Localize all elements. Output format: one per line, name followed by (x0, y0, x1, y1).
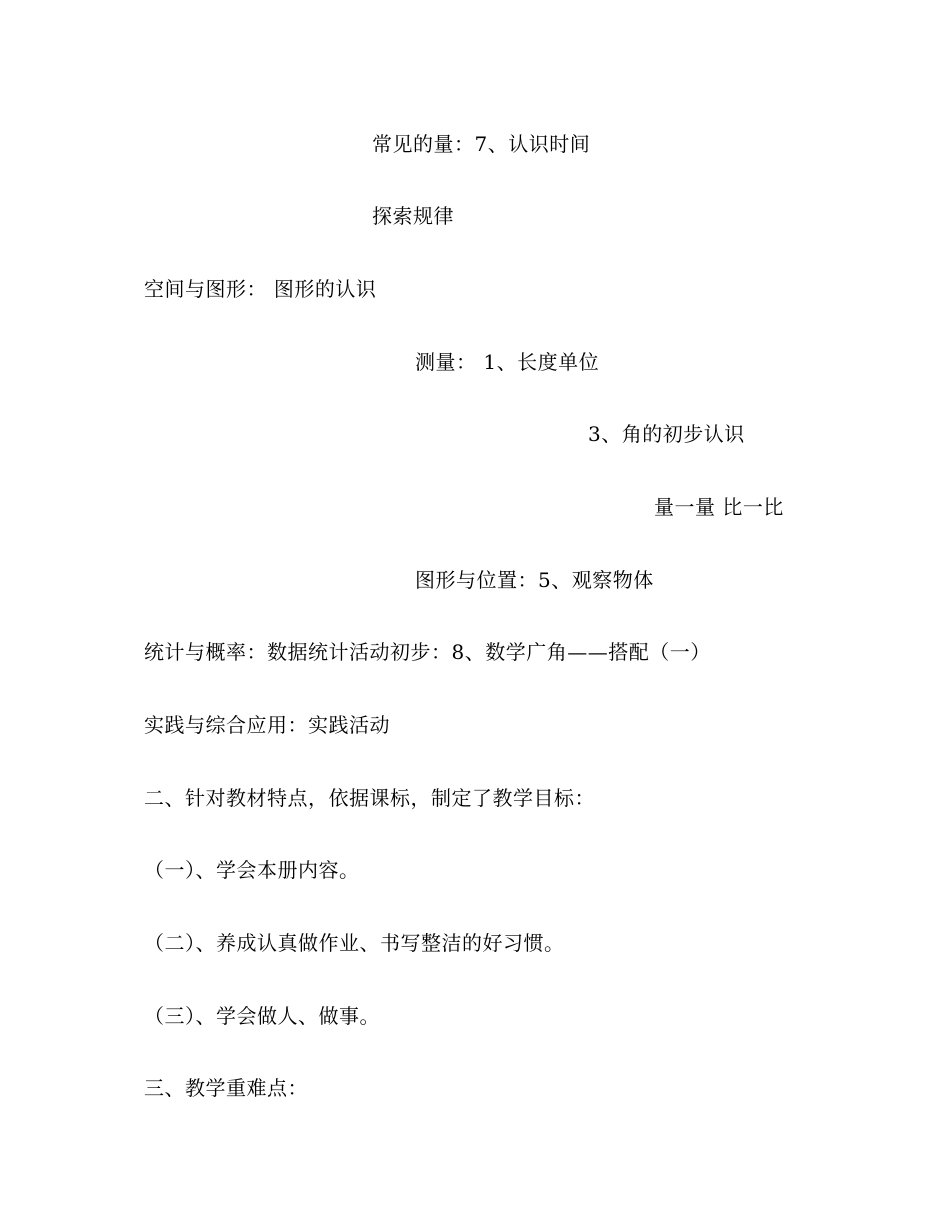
text-line-goal-one: （一）、学会本册内容。 (144, 858, 360, 882)
text-line-measurement: 测量： 1、长度单位 (415, 350, 600, 374)
text-line-shape-position: 图形与位置：5、观察物体 (415, 568, 654, 592)
text-line-practice: 实践与综合应用：实践活动 (144, 713, 390, 737)
text-line-statistics: 统计与概率：数据统计活动初步：8、数学广角——搭配（一） (144, 640, 711, 664)
text-line-space-and-shapes: 空间与图形： 图形的认识 (144, 277, 377, 301)
text-line-goal-two: （二）、养成认真做作业、书写整洁的好习惯。 (144, 931, 565, 955)
text-line-angles: 3、角的初步认识 (588, 422, 745, 446)
text-line-common-quantities: 常见的量：7、认识时间 (372, 132, 591, 156)
text-line-goal-three: （三）、学会做人、做事。 (144, 1004, 380, 1028)
text-line-section-two-heading: 二、针对教材特点，依据课标，制定了教学目标： (144, 786, 595, 810)
text-line-measure-compare: 量一量 比一比 (654, 495, 784, 519)
text-line-explore-patterns: 探索规律 (372, 204, 454, 228)
text-line-section-three-heading: 三、教学重难点： (144, 1076, 308, 1100)
